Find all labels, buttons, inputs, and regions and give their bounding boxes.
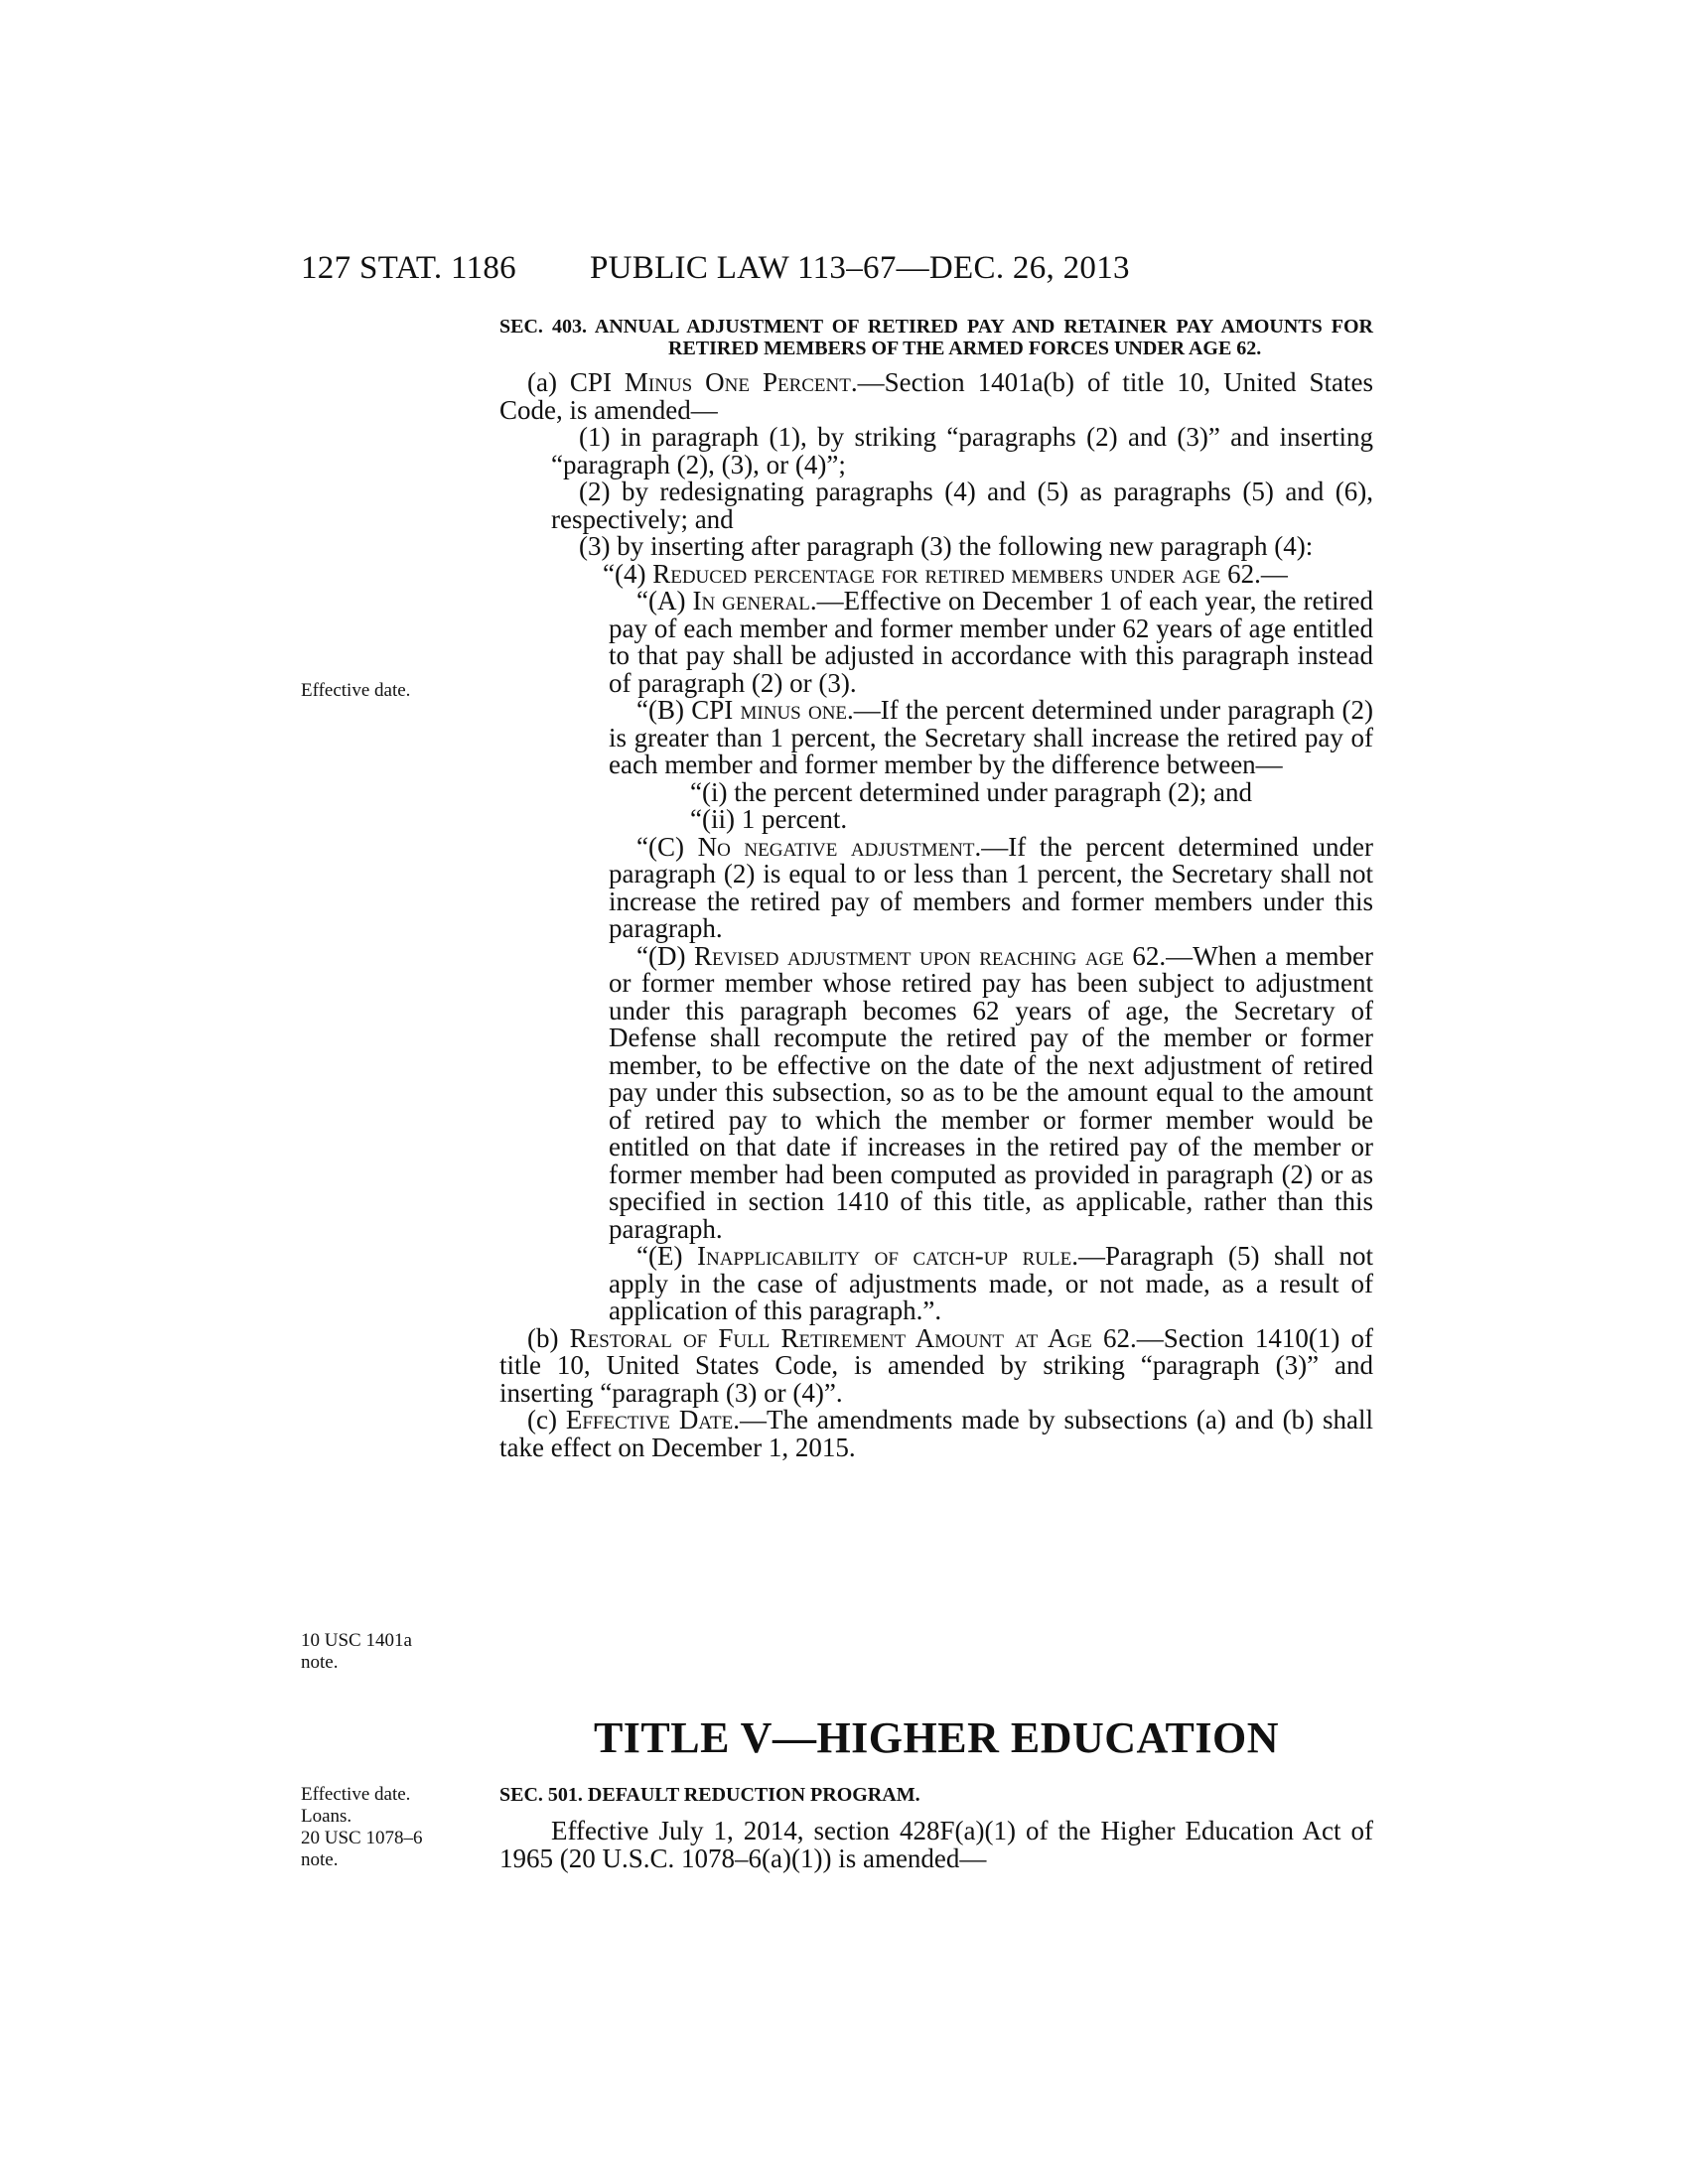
para4-tail: .—	[1254, 558, 1288, 589]
subsection-a-text: .—Section 1401a(b) of title 10, United States Code, is amended—	[499, 367, 1373, 425]
margin-note-usc-1078-line1: 20 USC 1078–6	[301, 1828, 423, 1848]
subpara-A-text: .—Effective on December 1 of each year, the retired pay of each member and former member under 62 years of age entitled to that pay shall be adjusted in accordance with this paragraph instead of paragraph (2) or (3).	[609, 586, 1373, 698]
subsection-c-text: .—The amendments made by subsections (a) and (b) shall take effect on December 1, 2015.	[499, 1405, 1373, 1462]
margin-note-usc-1401a	[301, 1630, 412, 1674]
paragraph-3: (3) by inserting after paragraph (3) the following new paragraph (4):	[579, 531, 1314, 561]
sec-403-number: SEC. 403.	[499, 316, 587, 338]
sec-501-heading: SEC. 501. DEFAULT REDUCTION PROGRAM.	[499, 1784, 920, 1806]
subsection-a	[499, 369, 1373, 424]
subpara-E-text: .—Paragraph (5) shall not apply in the case of adjustments made, or not made, as a result of application of this paragraph.”.	[609, 1241, 1373, 1325]
subpara-A-caption: In general	[692, 586, 810, 615]
clause-ii: “(ii) 1 percent.	[690, 804, 848, 834]
sec-403-heading	[499, 316, 1373, 359]
margin-note-sec501	[301, 1784, 422, 1871]
clause-i: “(i) the percent determined under paragraph (2); and	[690, 776, 1252, 807]
subpara-E-label: “(E)	[636, 1241, 697, 1271]
page-law-reference: PUBLIC LAW 113–67—DEC. 26, 2013	[590, 250, 1130, 286]
subparagraph-C	[499, 831, 1373, 943]
subsection-c-label: (c)	[527, 1405, 566, 1434]
title-v-heading: TITLE V—HIGHER EDUCATION	[593, 1713, 1280, 1762]
subsection-c-caption: Effective Date	[565, 1405, 734, 1434]
subpara-E-caption: Inapplicability of catch-up rule	[697, 1241, 1072, 1271]
sec-403-body	[499, 316, 1373, 1461]
subsection-b-caption: Restoral of Full Retirement Amount at Age 62	[569, 1322, 1130, 1353]
subpara-B-label: “(B)	[636, 695, 692, 725]
sec-403-title: ANNUAL ADJUSTMENT OF RETIRED PAY AND RETAINER PAY AMOUNTS FOR RETIRED MEMBERS OF THE ARMED FORCES UNDER AGE 62.	[594, 316, 1374, 359]
sec-501-body	[499, 1817, 1373, 1872]
subpara-D-caption: Revised adjustment upon reaching age 62	[693, 940, 1160, 971]
subsection-b-text: .—Section 1410(1) of title 10, United States Code, is amended by striking “paragraph (3)” and inserting “paragraph (3) or (4)”.	[499, 1322, 1373, 1408]
new-paragraph-4-heading	[499, 558, 1373, 589]
subpara-C-caption: No negative adjustment	[697, 831, 975, 862]
margin-note-loans: Loans.	[301, 1806, 352, 1827]
subsection-a-label: (a)	[527, 367, 570, 397]
margin-note-usc-1401a-line2: note.	[301, 1652, 339, 1673]
subparagraph-B	[499, 697, 1373, 779]
subpara-C-label: “(C)	[636, 831, 698, 862]
margin-note-usc-1078-line2: note.	[301, 1849, 339, 1870]
subpara-B-caption: CPI minus one	[691, 695, 848, 725]
subpara-D-label: “(D)	[636, 940, 694, 971]
page-stat-reference: 127 STAT. 1186	[301, 250, 516, 286]
subsection-a-caption: CPI Minus One Percent	[569, 367, 851, 397]
subparagraph-E	[499, 1243, 1373, 1325]
subsection-b	[499, 1322, 1373, 1408]
subsection-c	[499, 1407, 1373, 1461]
subparagraph-D	[499, 940, 1374, 1244]
subpara-C-text: .—If the percent determined under paragraph (2) is equal to or less than 1 percent, the Secretary shall not increase the retired pay of members and former members under this paragraph.	[609, 831, 1373, 943]
paragraph-2: (2) by redesignating paragraphs (4) and (5) as paragraphs (5) and (6), respectively; and	[551, 477, 1373, 534]
paragraph-1: (1) in paragraph (1), by striking “paragraphs (2) and (3)” and inserting “paragraph (2), (3), or (4)”;	[551, 422, 1373, 479]
subparagraph-A	[499, 588, 1373, 697]
sec-501-text: Effective July 1, 2014, section 428F(a)(1) of the Higher Education Act of 1965 (20 U.S.C. 1078–6(a)(1)) is amended—	[499, 1816, 1373, 1873]
subsection-b-label: (b)	[527, 1322, 570, 1353]
para4-label: “(4)	[603, 558, 653, 589]
margin-note-effective-date: Effective date.	[301, 680, 411, 701]
margin-note-effective-date-2: Effective date.	[301, 1784, 411, 1805]
para4-caption: Reduced percentage for retired members under age 62	[652, 558, 1255, 589]
subpara-A-label: “(A)	[636, 586, 693, 615]
subpara-B-text: .—If the percent determined under paragraph (2) is greater than 1 percent, the Secretary shall increase the retired pay of each member and former member by the difference between—	[609, 695, 1374, 779]
margin-note-usc-1401a-line1: 10 USC 1401a	[301, 1630, 412, 1651]
subpara-D-text: .—When a member or former member whose retired pay has been subject to adjustment under this paragraph becomes 62 years of age, the Secretary of Defense shall recompute the retired pay of the member or former member, to be effective on the date of the next adjustment of retired pay under this subsection, so as to be the amount equal to the amount of retired pay to which the member or former member would be entitled on that date if increases in the retired pay of the member or former member had been computed as provided in paragraph (2) or as specified in section 1410 of this title, as applicable, rather than this paragraph.	[609, 940, 1374, 1244]
